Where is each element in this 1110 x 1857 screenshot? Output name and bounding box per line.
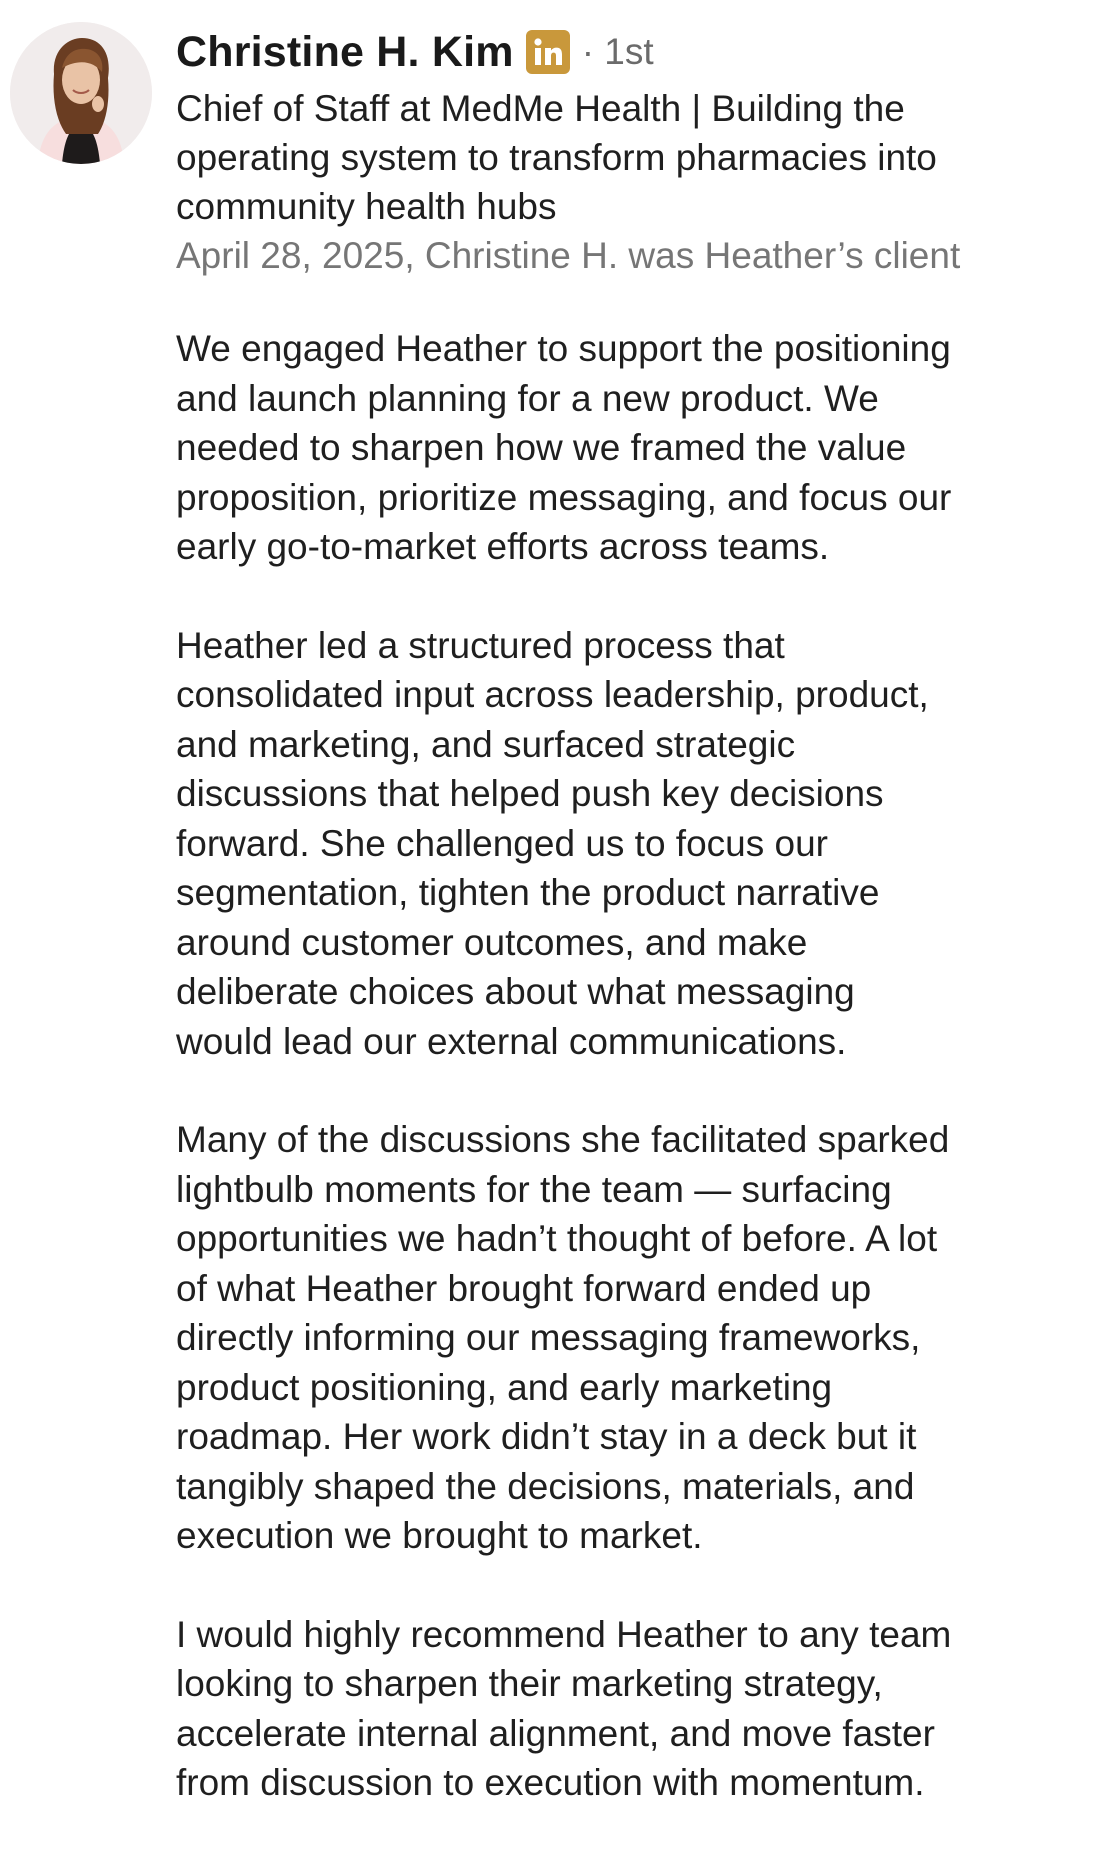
author-header [176, 22, 1106, 82]
author-headline: Chief of Staff at MedMe Health | Building the operating system to transform pharmacies into community health hubs [176, 88, 937, 227]
recommendation-paragraph-2: Heather led a structured process that consolidated input across leadership, product, and marketing, and surfaced strategic discussions that helped push key decisions forward. She challenged us to focus our segmentation, tighten the product narrative around customer outcomes, and make deliberate choices about what messaging would lead our external communications. [176, 624, 929, 1062]
author-avatar[interactable] [10, 22, 152, 164]
author-name[interactable]: Christine H. Kim [176, 27, 514, 76]
recommendation-paragraph-4: I would highly recommend Heather to any team looking to sharpen their marketing strategy, accelerate internal alignment, and move faster from discussion to execution with momentum. [176, 1613, 952, 1803]
connection-degree: · 1st [581, 31, 654, 72]
recommendation-card [176, 22, 1106, 1857]
recommendation-text [176, 324, 1106, 1808]
linkedin-badge-icon [526, 30, 570, 74]
recommendation-paragraph-1: We engaged Heather to support the positioning and launch planning for a new product. We needed to sharpen how we framed the value proposition, prioritize messaging, and focus our early go-to-market efforts across teams. [176, 328, 952, 567]
avatar-photo [10, 22, 152, 164]
recommendation-paragraph-3: Many of the discussions she facilitated sparked lightbulb moments for the team — surfacing opportunities we hadn’t thought of before. A lot of what Heather brought forward ended up directly informing our messaging frameworks, product positioning, and early marketing roadmap. Her work didn’t stay in a deck but it tangibly shaped the decisions, materials, and execution we brought to market. [176, 1119, 950, 1556]
recommendation-meta: April 28, 2025, Christine H. was Heather’s client [176, 235, 961, 276]
